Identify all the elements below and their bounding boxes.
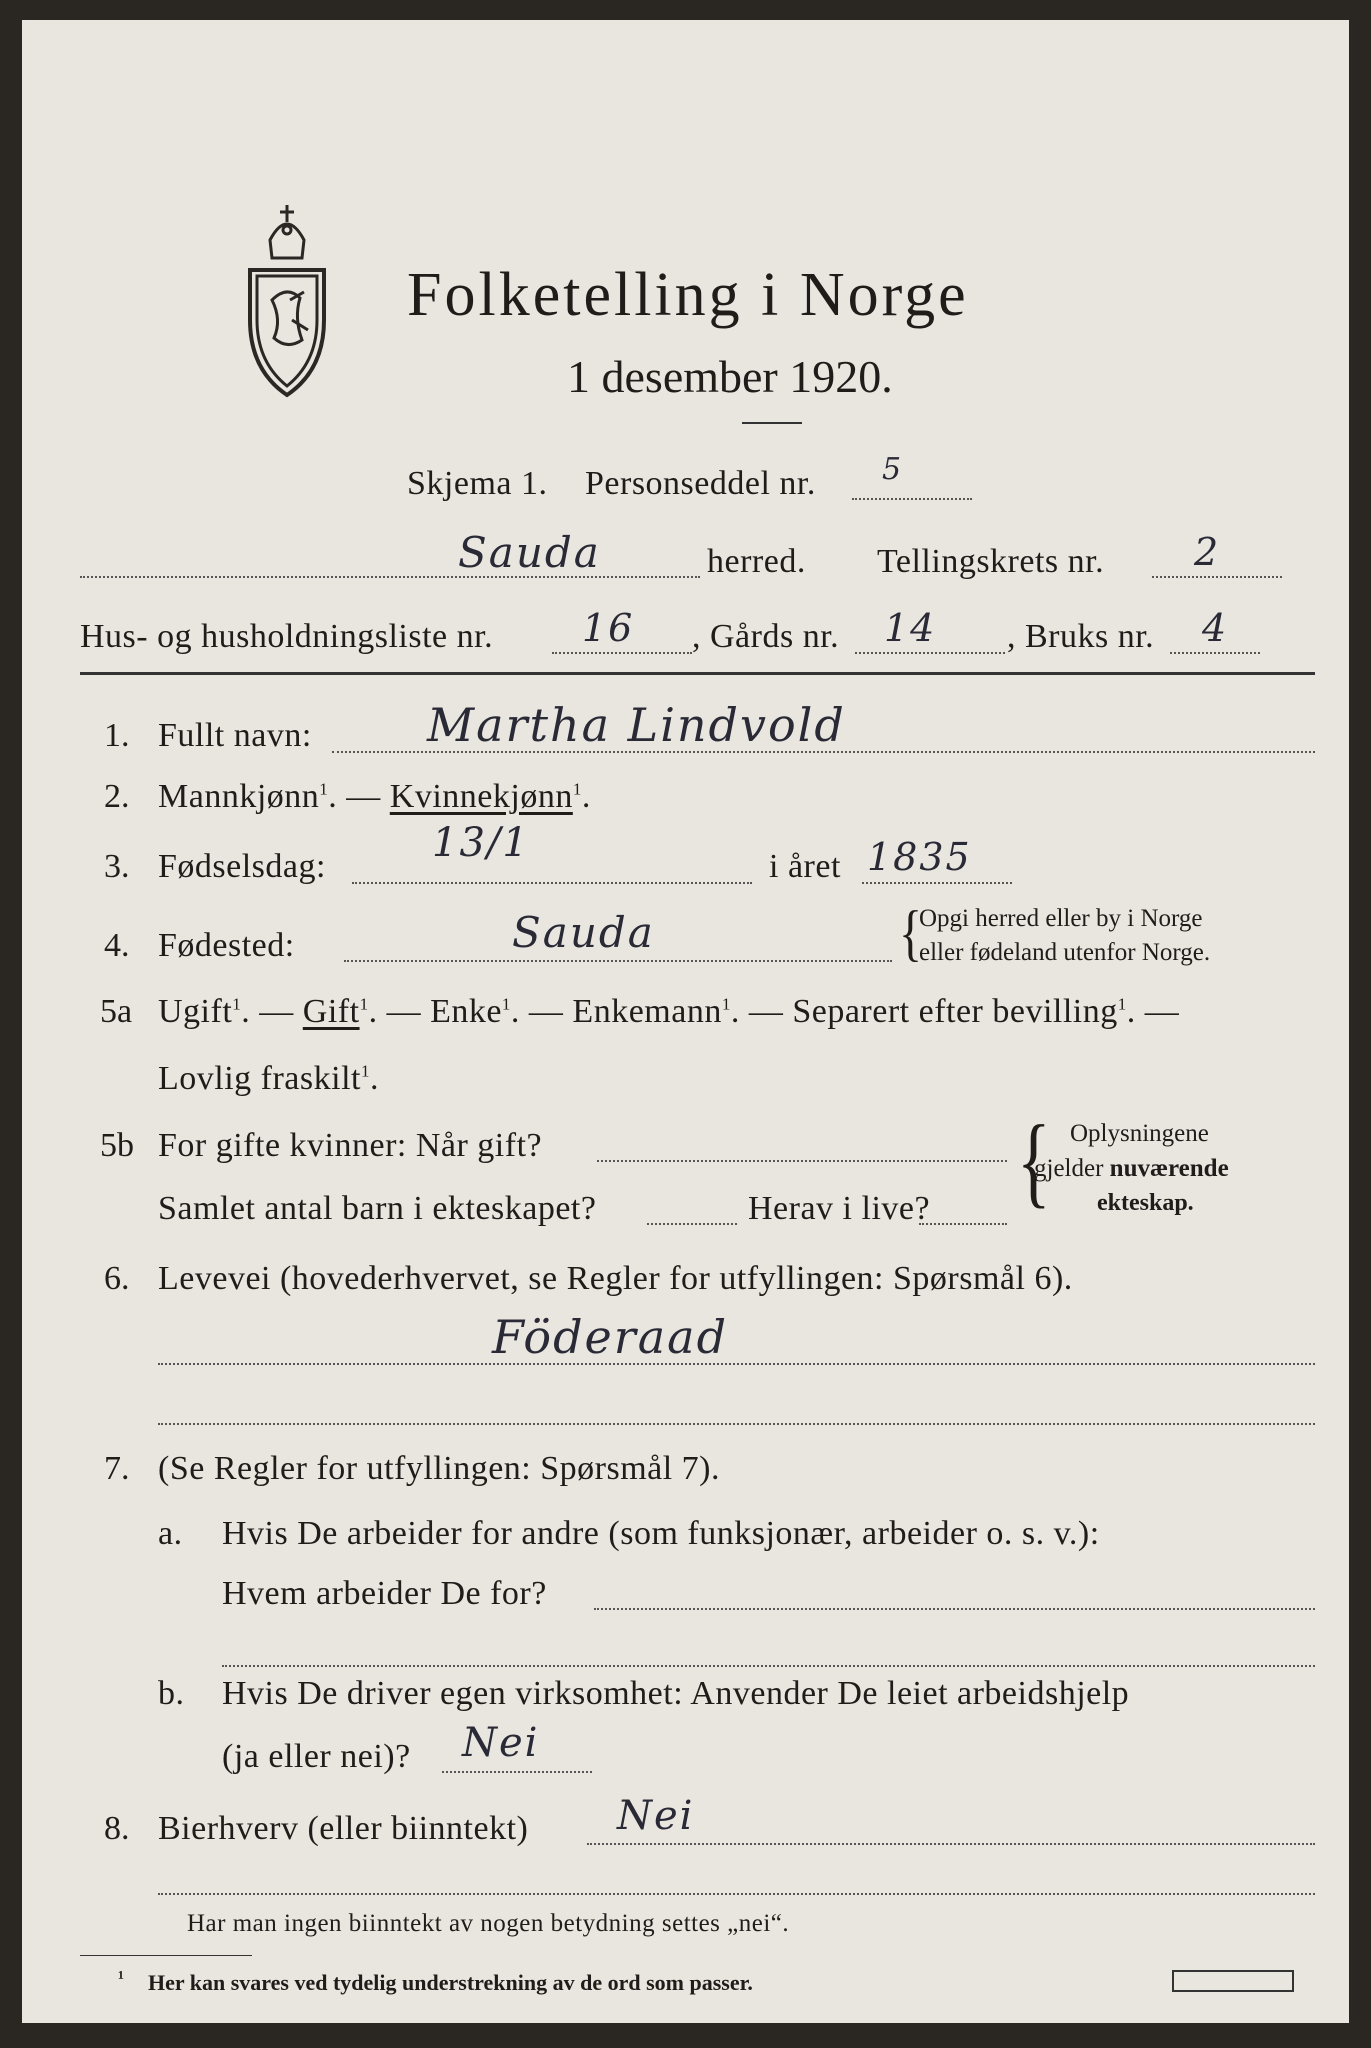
q8-line-2 xyxy=(158,1893,1315,1895)
q3-year-label: i året xyxy=(769,848,841,885)
q7a-label: Hvis De arbeider for andre (som funksjonær, arbeider o. s. v.): xyxy=(222,1515,1100,1552)
q5a-marital-options: Ugift$^1$. — Gift$^1$. — Enke$^1$. — Enkemann$^1$. — Separert efter bevilling$^1$. — xyxy=(158,993,1180,1030)
herred-line xyxy=(80,576,700,578)
q7b-line xyxy=(442,1771,592,1773)
form-title: Folketelling i Norge xyxy=(407,261,969,329)
q7b-label: Hvis De driver egen virksomhet: Anvender De leiet arbeidshjelp xyxy=(222,1675,1130,1712)
q7b-sub-label: (ja eller nei)? xyxy=(222,1738,411,1775)
q7a-letter: a. xyxy=(158,1515,183,1552)
q3-number: 3. xyxy=(104,848,130,885)
hus-value: 16 xyxy=(582,606,635,650)
q2-number: 2. xyxy=(104,778,130,815)
q2-male: Mannkjønn xyxy=(158,778,320,815)
herred-label: herred. xyxy=(707,543,806,580)
footnote-rule xyxy=(80,1955,252,1956)
q3-birthday-value: 13/1 xyxy=(432,820,530,866)
q8-line xyxy=(587,1843,1315,1845)
q2-sex-options: Mannkjønn$^1$. — Kvinnekjønn$^1$. xyxy=(158,778,591,815)
q7-number: 7. xyxy=(104,1450,130,1487)
gards-line xyxy=(855,652,1005,654)
personseddel-line xyxy=(852,498,972,500)
personseddel-value: 5 xyxy=(882,452,904,487)
q4-label: Fødested: xyxy=(158,927,295,964)
personseddel-label: Personseddel nr. xyxy=(585,465,816,502)
hus-label: Hus- og husholdningsliste nr. xyxy=(80,618,494,655)
tellingskrets-line xyxy=(1152,576,1282,578)
q3-year-value: 1835 xyxy=(867,835,972,879)
footer-note: Har man ingen biinntekt av nogen betydning settes „nei“. xyxy=(187,1910,790,1937)
q5b-married-line xyxy=(597,1160,1007,1162)
q5a-number: 5a xyxy=(100,993,133,1030)
q1-label: Fullt navn: xyxy=(158,717,312,754)
printer-stamp xyxy=(1172,1970,1294,1992)
q7b-letter: b. xyxy=(158,1675,185,1712)
q4-note-line1: Opgi herred eller by i Norge xyxy=(919,905,1203,932)
q7a-line-2 xyxy=(222,1665,1315,1667)
form-date: 1 desember 1920. xyxy=(567,351,893,402)
bruks-value: 4 xyxy=(1202,606,1229,650)
q5a-fraskilt: Lovlig fraskilt$^1$. xyxy=(158,1060,379,1097)
q5b-note-line2: gjelder nuværende xyxy=(1034,1155,1229,1182)
q5b-label-children: Samlet antal barn i ekteskapet? xyxy=(158,1190,597,1227)
q5b-label-married: For gifte kvinner: Når gift? xyxy=(158,1127,543,1164)
q4-note-line2: eller fødeland utenfor Norge. xyxy=(919,939,1211,966)
q3-label: Fødselsdag: xyxy=(158,848,326,885)
tellingskrets-value: 2 xyxy=(1194,530,1221,574)
q7-label: (Se Regler for utfyllingen: Spørsmål 7). xyxy=(158,1450,721,1487)
q5b-brace: { xyxy=(1017,1106,1051,1219)
q7b-value: Nei xyxy=(462,1720,540,1766)
q8-number: 8. xyxy=(104,1810,130,1847)
q6-number: 6. xyxy=(104,1260,130,1297)
norway-coat-of-arms-icon xyxy=(232,200,342,400)
q6-line-1 xyxy=(158,1363,1315,1365)
schema-label: Skjema 1. xyxy=(407,465,548,502)
q6-label: Levevei (hovederhvervet, se Regler for utfyllingen: Spørsmål 6). xyxy=(158,1260,1073,1297)
footnote-mark: ¹ xyxy=(118,1967,124,1989)
herred-value: Sauda xyxy=(458,528,601,577)
q1-number: 1. xyxy=(104,717,130,754)
title-divider xyxy=(742,422,802,424)
q4-brace: { xyxy=(899,898,923,968)
q7a-sub-label: Hvem arbeider De for? xyxy=(222,1575,547,1612)
q8-label: Bierhverv (eller biinntekt) xyxy=(158,1810,529,1847)
q4-line xyxy=(344,960,892,962)
q5b-label-alive: Herav i live? xyxy=(748,1190,931,1227)
q5b-alive-line xyxy=(919,1223,1007,1225)
footnote-text: Her kan svares ved tydelig understrekning av de ord som passer. xyxy=(148,1970,753,1995)
q6-occupation-value: Föderaad xyxy=(492,1310,729,1364)
q8-value: Nei xyxy=(617,1793,695,1839)
gards-label: , Gårds nr. xyxy=(692,618,840,655)
bruks-line xyxy=(1170,652,1260,654)
census-form xyxy=(22,20,1349,2023)
hus-line xyxy=(552,652,692,654)
q5b-note-line1: Oplysningene xyxy=(1070,1120,1209,1147)
tellingskrets-label: Tellingskrets nr. xyxy=(877,543,1105,580)
gards-value: 14 xyxy=(884,606,937,650)
q7a-line-1 xyxy=(594,1608,1315,1610)
q1-name-value: Martha Lindvold xyxy=(427,698,846,752)
q5b-number: 5b xyxy=(100,1127,134,1164)
q3-day-line xyxy=(352,882,752,884)
q2-female-underlined: Kvinnekjønn xyxy=(389,778,573,815)
q3-year-line xyxy=(862,882,1012,884)
q5a-gift-underlined: Gift xyxy=(302,993,360,1030)
q5b-children-line xyxy=(647,1223,737,1225)
header-rule xyxy=(80,672,1315,675)
q6-line-2 xyxy=(158,1423,1315,1425)
q4-number: 4. xyxy=(104,927,130,964)
bruks-label: , Bruks nr. xyxy=(1007,618,1155,655)
q4-birthplace-value: Sauda xyxy=(512,908,655,957)
q5b-note-line3: ekteskap. xyxy=(1097,1190,1194,1216)
